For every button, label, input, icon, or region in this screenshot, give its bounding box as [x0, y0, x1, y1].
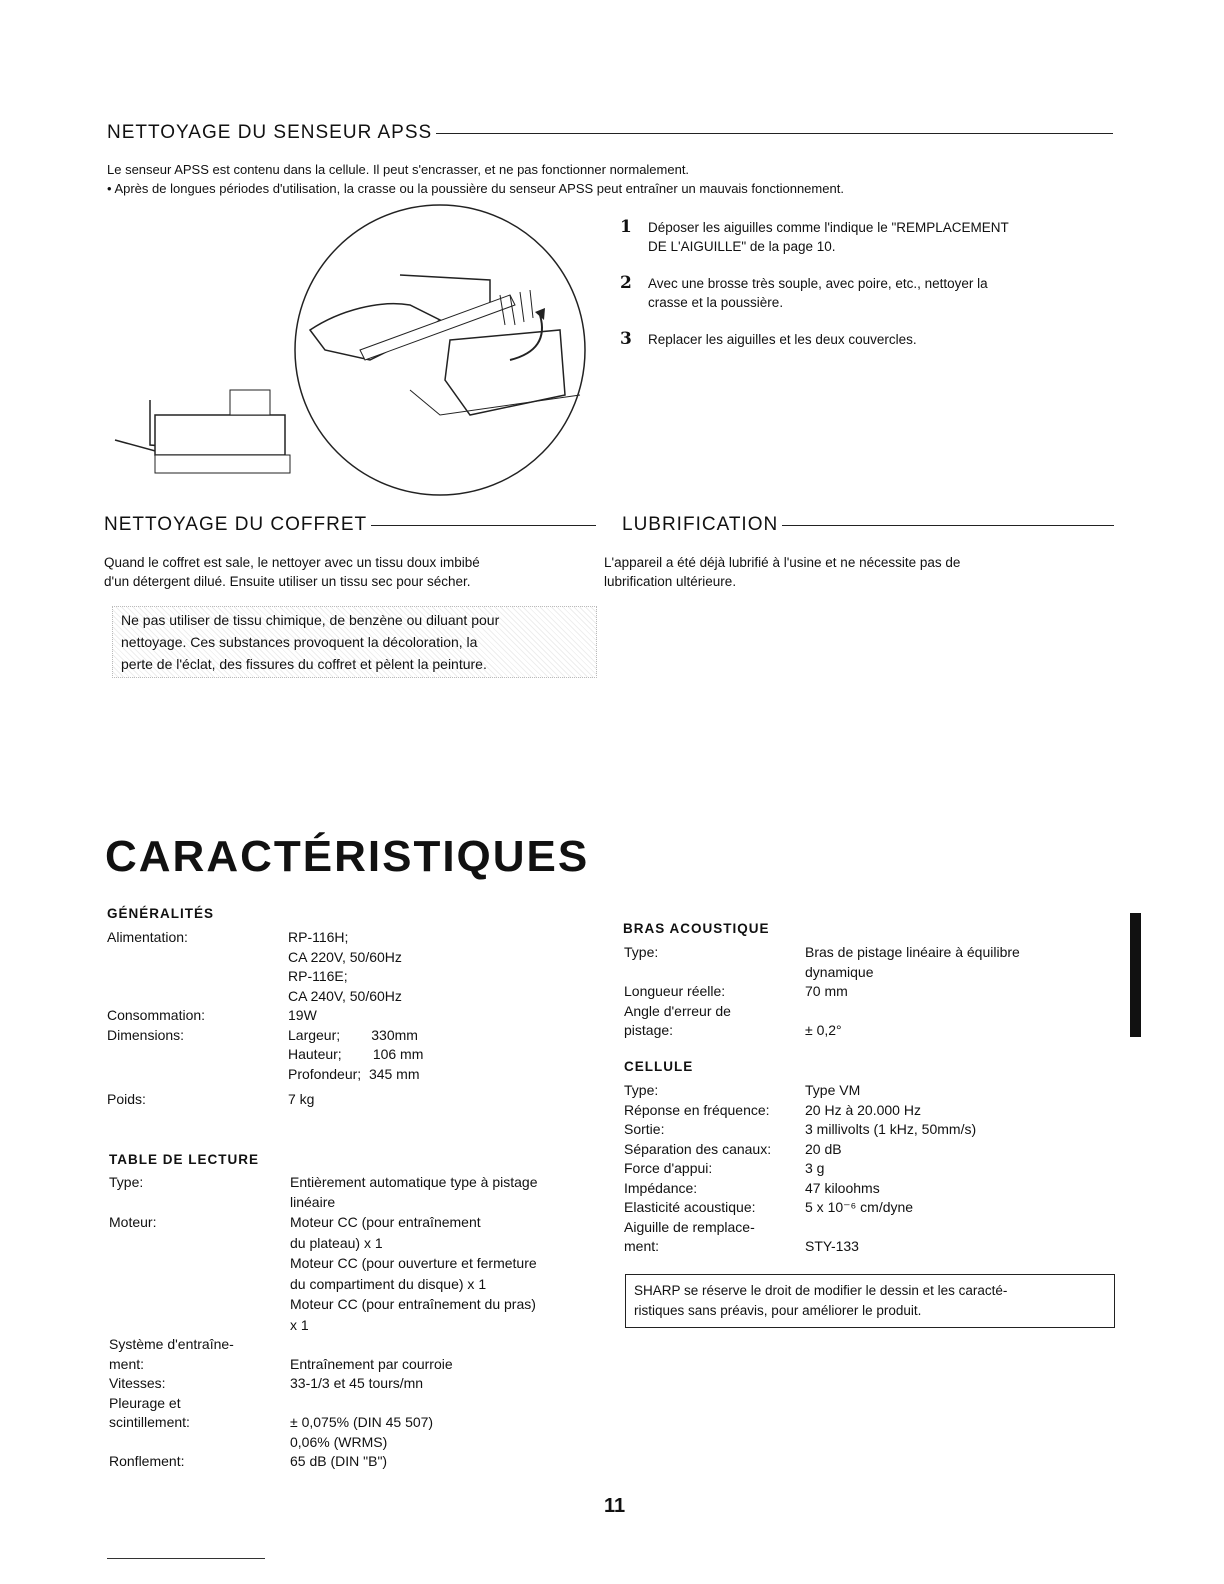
heading-rule [782, 525, 1114, 526]
apss-steps [620, 218, 1115, 349]
spec-label: Angle d'erreur de pistage: [624, 1002, 731, 1038]
section-heading-lubrification [622, 514, 1114, 536]
spec-value: 70 mm [805, 983, 848, 999]
spec-row [107, 1006, 608, 1026]
heading-rule [436, 133, 1113, 134]
spec-value: STY-133 [805, 1238, 859, 1254]
spec-value: 33-1/3 et 45 tours/mn [290, 1375, 424, 1391]
generalites-table [107, 928, 608, 1110]
step-text: Déposer les aiguilles comme l'indique le "REMPLACEMENT DE L'AIGUILLE" de la page 10. [648, 220, 1009, 254]
cleaning-illustration [110, 200, 590, 500]
spec-row [624, 943, 1105, 982]
section-heading-coffret [104, 514, 596, 536]
step-number-icon: 2 [620, 273, 632, 293]
spec-value: 7 kg [288, 1091, 315, 1107]
spec-value: 47 kiloohms [805, 1179, 880, 1196]
apss-intro: Le senseur APSS est contenu dans la cellule. Il peut s'encrasser, et ne pas fonctionner normalement. • Après de longues périodes d'utilisation, la crasse ou la poussière du senseur APSS peut entraîner un mauvais fonctionnement. [107, 162, 844, 196]
spec-row [109, 1452, 610, 1472]
coffret-warning: Ne pas utiliser de tissu chimique, de benzène ou diluant pour nettoyage. Ces substances provoquent la décoloration, la perte de l'éclat, des fissures du coffret et pèlent la peinture. [112, 606, 597, 678]
spec-value: ± 0,2° [805, 1022, 842, 1038]
heading-text: NETTOYAGE DU COFFRET [104, 514, 368, 535]
spec-label: Vitesses: [109, 1375, 166, 1391]
spec-row [624, 1179, 1105, 1199]
table-heading: TABLE DE LECTURE [109, 1152, 259, 1167]
spec-value: 20 dB [805, 1140, 842, 1157]
spec-row [107, 1090, 608, 1110]
spec-row [109, 1335, 610, 1374]
heading-text: LUBRIFICATION [622, 514, 779, 535]
spec-label: Moteur: [109, 1214, 157, 1230]
step-text: Avec une brosse très souple, avec poire, etc., nettoyer la crasse et la poussière. [648, 276, 988, 310]
spec-value: 65 dB (DIN "B") [290, 1453, 388, 1469]
spec-row [107, 928, 608, 1006]
notice-box: SHARP se réserve le droit de modifier le dessin et les caracté- ristiques sans préavis, pour améliorer le produit. [625, 1274, 1115, 1328]
bras-table [624, 943, 1105, 1041]
spec-label: Réponse en fréquence: [624, 1101, 770, 1118]
spec-value: 20 Hz à 20.000 Hz [805, 1101, 921, 1118]
cellule-table [624, 1081, 1105, 1257]
step-2 [620, 274, 1115, 312]
heading-text: NETTOYAGE DU SENSEUR APSS [107, 122, 433, 143]
spec-label: Impédance: [624, 1179, 698, 1196]
spec-label: Séparation des canaux: [624, 1140, 772, 1157]
spec-value: Entraînement par courroie [290, 1355, 453, 1372]
spec-value: 3 g [805, 1160, 825, 1176]
spec-row [624, 1101, 1105, 1121]
spec-row [624, 1218, 1105, 1257]
spec-row [624, 1198, 1105, 1218]
spec-row [624, 1002, 1105, 1041]
spec-value: Bras de pistage linéaire à équilibre dynamique [805, 944, 1020, 980]
bras-heading: BRAS ACOUSTIQUE [623, 921, 770, 936]
spec-row [624, 1081, 1105, 1101]
spec-value: 3 millivolts (1 kHz, 50mm/s) [805, 1121, 977, 1137]
step-1 [620, 218, 1115, 256]
spec-row [624, 1159, 1105, 1179]
generalites-heading: GÉNÉRALITÉS [107, 906, 215, 921]
spec-label: Dimensions: [107, 1026, 185, 1043]
spec-row [109, 1212, 610, 1335]
footer-rule [107, 1558, 265, 1559]
section-marker-bar [1130, 913, 1141, 1037]
spec-label: Type: [624, 944, 659, 960]
spec-value: Entièrement automatique type à pistage linéaire [290, 1174, 538, 1210]
spec-value: ± 0,075% (DIN 45 507) 0,06% (WRMS) [290, 1414, 434, 1450]
spec-label: Type: [109, 1174, 144, 1190]
specs-title: CARACTÉRISTIQUES [105, 832, 590, 881]
spec-label: Système d'entraîne- ment: [109, 1336, 234, 1372]
spec-label: Pleurage et scintillement: [109, 1394, 190, 1430]
spec-label: Aiguille de remplace- ment: [624, 1218, 755, 1254]
heading-rule [371, 525, 596, 526]
lubrification-text: L'appareil a été déjà lubrifié à l'usine et ne nécessite pas de lubrification ultérieure. [604, 555, 961, 589]
spec-value: 19W [288, 1007, 317, 1023]
spec-label: Sortie: [624, 1121, 665, 1137]
spec-row [107, 1026, 608, 1085]
spec-label: Elasticité acoustique: [624, 1199, 756, 1215]
section-heading-apss [107, 122, 1113, 144]
spec-label: Longueur réelle: [624, 983, 726, 999]
spec-label: Alimentation: [107, 929, 188, 945]
step-number-icon: 3 [620, 329, 632, 349]
step-3 [620, 330, 1115, 349]
spec-label: Force d'appui: [624, 1160, 713, 1176]
step-number-icon: 1 [620, 217, 632, 237]
spec-value: Largeur; 330mm Hauteur; 106 mm Profondeur; 345 mm [288, 1026, 424, 1082]
page-number: 11 [604, 1495, 626, 1517]
spec-value: RP-116H; CA 220V, 50/60Hz RP-116E; CA 240V, 50/60Hz [288, 929, 402, 1004]
spec-row [109, 1374, 610, 1394]
spec-row [109, 1173, 610, 1212]
spec-row [109, 1394, 610, 1453]
spec-label: Poids: [107, 1091, 146, 1107]
spec-row [624, 1140, 1105, 1160]
spec-value: Type VM [805, 1082, 861, 1098]
spec-label: Type: [624, 1082, 659, 1098]
spec-value: 5 x 10⁻⁶ cm/dyne [805, 1199, 914, 1215]
spec-label: Ronflement: [109, 1453, 185, 1469]
spec-value: Moteur CC (pour entraînement du plateau) x 1 Moteur CC (pour ouverture et fermeture du compartiment du disque) x 1 Moteur CC (pour entraînement du pras) x 1 [290, 1214, 537, 1333]
cellule-heading: CELLULE [624, 1059, 694, 1074]
table-lecture-table [109, 1173, 610, 1472]
spec-label: Consommation: [107, 1007, 206, 1023]
spec-row [624, 1120, 1105, 1140]
coffret-text: Quand le coffret est sale, le nettoyer avec un tissu doux imbibé d'un détergent dilué. Ensuite utiliser un tissu sec pour sécher. [104, 555, 480, 589]
step-text: Replacer les aiguilles et les deux couvercles. [648, 332, 917, 347]
spec-row [624, 982, 1105, 1002]
